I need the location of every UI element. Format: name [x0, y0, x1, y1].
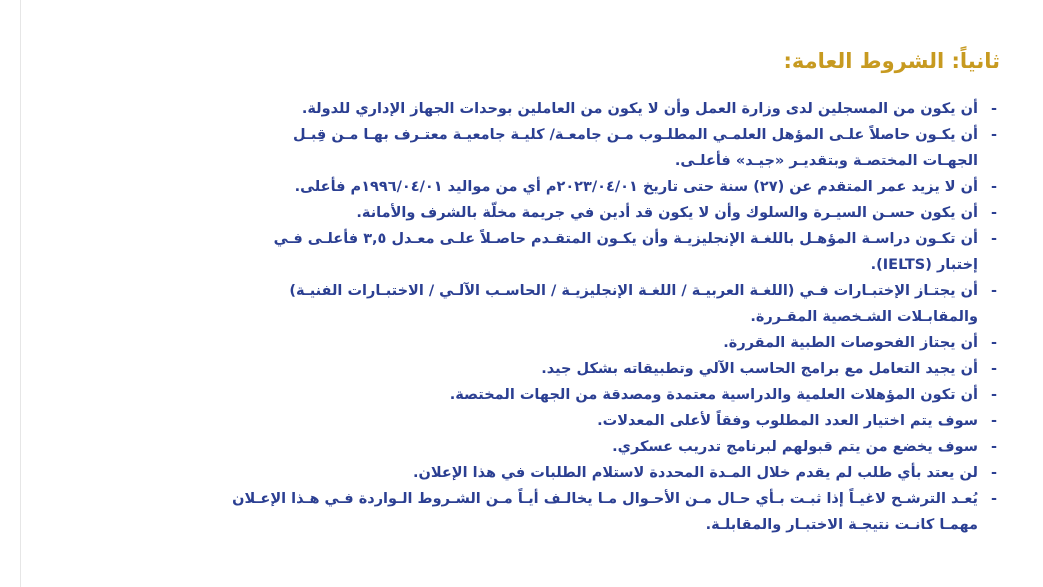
- condition-text-line: أن يجيد التعامل مع برامج الحاسب الآلي وتطبيقاته بشكل جيد.: [541, 361, 978, 377]
- condition-text-line: مهمـا كانـت نتيجـة الاختبـار والمقابلـة.: [705, 517, 978, 533]
- condition-item: [120, 174, 1000, 200]
- bullet-dash: -: [990, 387, 998, 403]
- condition-item: [120, 434, 1000, 460]
- condition-item: [120, 122, 1000, 174]
- condition-item: [120, 96, 1000, 122]
- condition-text-line: أن يكـون حاصلاً علـى المؤهل العلمـي المطلـوب مـن جامعـة/ كليـة جامعيـة معتـرف بهـا مـن قِبـل: [292, 127, 978, 143]
- general-conditions-section: [120, 46, 1000, 538]
- condition-item: [120, 200, 1000, 226]
- bullet-dash: -: [990, 465, 998, 481]
- bullet-dash: -: [990, 127, 998, 143]
- condition-text-line: لن يعتد بأي طلب لم يقدم خلال المـدة المحددة لاستلام الطلبات في هذا الإعلان.: [412, 465, 978, 481]
- bullet-dash: -: [990, 361, 998, 377]
- condition-item: [120, 460, 1000, 486]
- condition-text-line: الجهـات المختصـة وبتقديـر «جيـد» فأعلـى.: [674, 153, 978, 169]
- condition-item: [120, 486, 1000, 538]
- condition-text-line: أن لا يزيد عمر المتقدم عن (٢٧) سنة حتى تاريخ ٢٠٢٣/٠٤/٠١م أي من مواليد ١٩٩٦/٠٤/٠١م فأعلى.: [294, 179, 978, 195]
- page-edge-divider: [20, 0, 21, 587]
- bullet-dash: -: [990, 283, 998, 299]
- condition-text-line: أن تكون المؤهلات العلمية والدراسية معتمدة ومصدقة من الجهات المختصة.: [449, 387, 978, 403]
- condition-text-line: سوف يتم اختيار العدد المطلوب وفقاً لأعلى المعدلات.: [597, 413, 978, 429]
- condition-text-line: أن يكون حسـن السيـرة والسلوك وأن لا يكون قد أدين في جريمة مخلّة بالشرف والأمانة.: [356, 205, 978, 221]
- bullet-dash: -: [990, 413, 998, 429]
- condition-item: [120, 278, 1000, 330]
- condition-text-line: سوف يخضع من يتم قبولهم لبرنامج تدريب عسكري.: [612, 439, 978, 455]
- condition-item: [120, 356, 1000, 382]
- condition-item: [120, 408, 1000, 434]
- bullet-dash: -: [990, 101, 998, 117]
- condition-item: [120, 226, 1000, 278]
- condition-text-line: والمقابـلات الشـخصية المقـررة.: [750, 309, 978, 325]
- condition-text-line: أن تكـون دراسـة المؤهـل باللغـة الإنجليزيـة وأن يكـون المتقـدم حاصـلاً علـى معـدل ٣,٥ فأعلـى فـي: [273, 231, 978, 247]
- condition-text-line: أن يجتـاز الإختبـارات فـي (اللغـة العربيـة / اللغـة الإنجليزيـة / الحاسـب الآلـي / الاختبـارات الفنيـة): [289, 283, 978, 299]
- conditions-list: [120, 96, 1000, 538]
- bullet-dash: -: [990, 439, 998, 455]
- condition-text-line: يُعـد الترشـح لاغيـاً إذا ثبـت بـأي حـال مـن الأحـوال مـا يخالـف أيـاً مـن الشـروط الـواردة فـي هـذا الإعـلان: [232, 491, 978, 507]
- condition-text-line: أن يجتاز الفحوصات الطبية المقررة.: [723, 335, 978, 351]
- condition-item: [120, 330, 1000, 356]
- bullet-dash: -: [990, 231, 998, 247]
- bullet-dash: -: [990, 335, 998, 351]
- condition-text-line: إختبار (IELTS).: [870, 257, 978, 273]
- bullet-dash: -: [990, 205, 998, 221]
- bullet-dash: -: [990, 491, 998, 507]
- section-heading: ثانياً: الشروط العامة:: [783, 49, 1000, 73]
- condition-item: [120, 382, 1000, 408]
- condition-text-line: أن يكون من المسجلين لدى وزارة العمل وأن لا يكون من العاملين بوحدات الجهاز الإداري للدولة.: [301, 101, 978, 117]
- bullet-dash: -: [990, 179, 998, 195]
